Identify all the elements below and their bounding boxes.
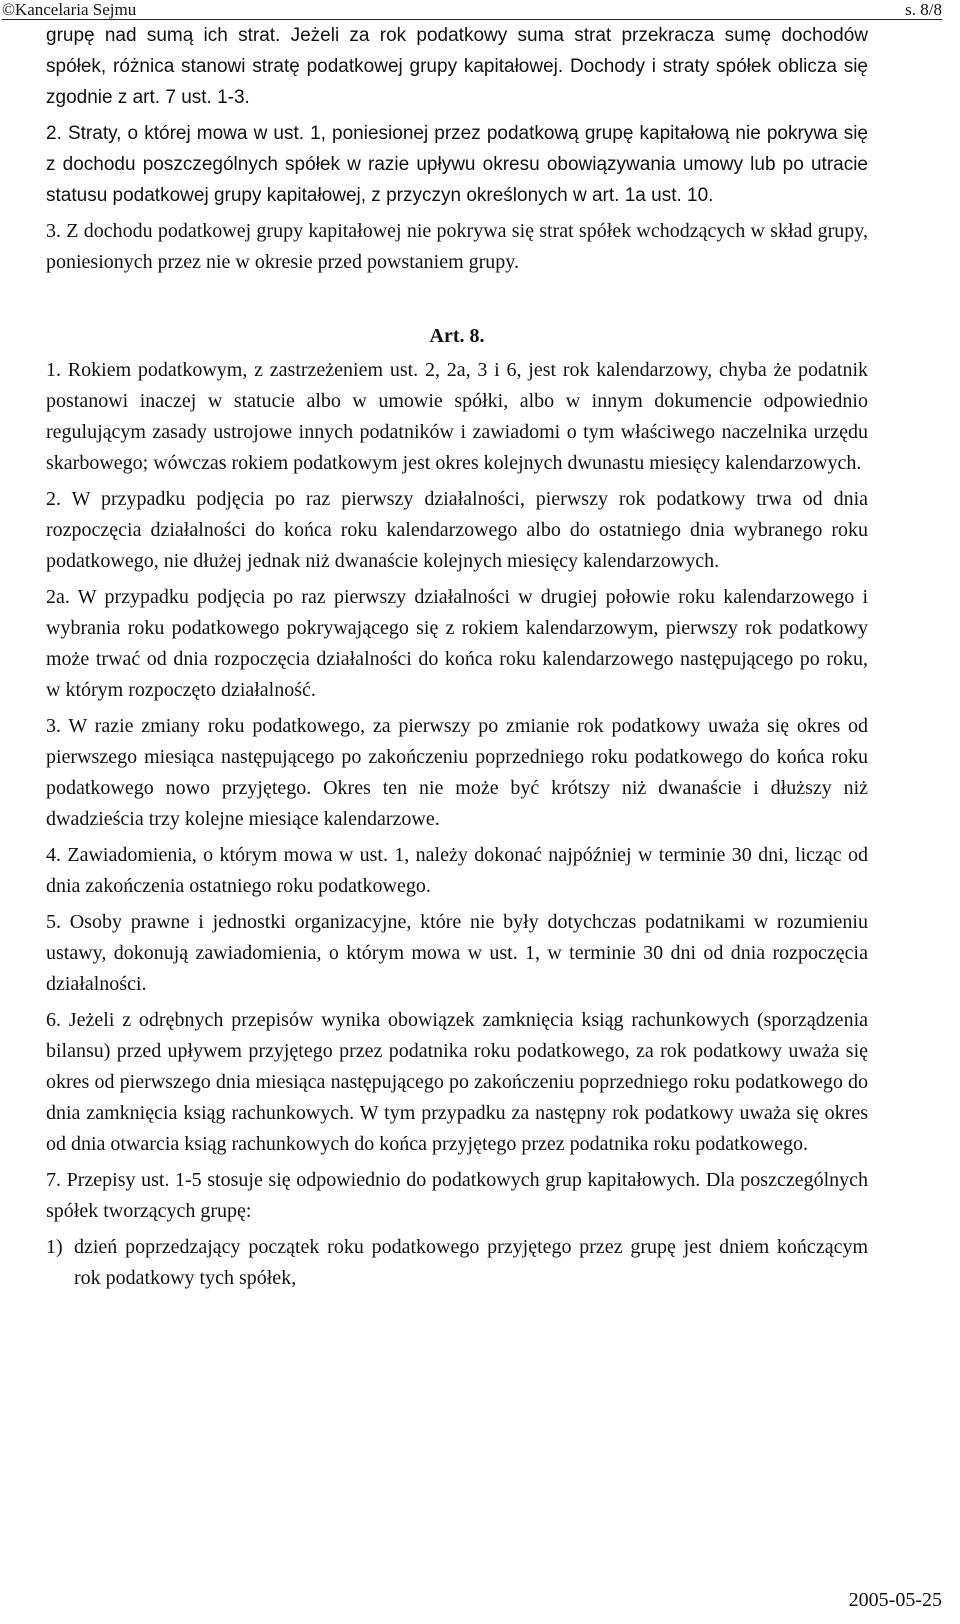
paragraph-number: 1. bbox=[46, 359, 61, 381]
paragraph-number: 2. bbox=[46, 488, 61, 510]
page-number: s. 8/8 bbox=[905, 0, 942, 19]
paragraph-text: W razie zmiany roku podatkowego, za pierwszy po zmianie rok podatkowy uważa się okres od pierwszego miesiąca następującego po zakończeniu poprzedniego roku podatkowego do końca roku podatkowego nowo przyjętego. Okres ten nie może być krótszy niż dwanaście i dłuższy niż dwadzieścia trzy kolejne miesiące kalendarzowe. bbox=[46, 715, 869, 830]
paragraph-text: Osoby prawne i jednostki organizacyjne, które nie były dotychczas podatnikami w rozumieniu ustawy, dokonują zawiadomienia, o którym mowa w ust. 1, w terminie 30 dni od dnia rozpoczęcia działalności. bbox=[46, 911, 868, 995]
paragraph-number: 6. bbox=[46, 1009, 61, 1031]
article-paragraph bbox=[46, 907, 868, 1000]
paragraph-number: 5. bbox=[46, 911, 61, 933]
paragraph-number: 7. bbox=[46, 1169, 61, 1191]
subitem-text: dzień poprzedzający początek roku podatkowego przyjętego przez grupę jest dniem kończącym rok podatkowy tych spółek, bbox=[74, 1236, 868, 1289]
article-paragraph bbox=[46, 1165, 868, 1227]
paragraph-number: 3. bbox=[46, 715, 61, 737]
paragraph-number: 2a. bbox=[46, 586, 70, 608]
article-paragraph bbox=[46, 484, 868, 577]
copyright-label: ©Kancelaria Sejmu bbox=[2, 0, 137, 19]
article-paragraph bbox=[46, 1005, 868, 1160]
article-title: Art. 8. bbox=[429, 325, 485, 347]
document-date: 2005-05-25 bbox=[848, 1589, 942, 1611]
intro-paragraph-2-text: Straty, o której mowa w ust. 1, poniesionej przez podatkową grupę kapitałową nie pokrywa się z dochodu poszczególnych spółek w razie upływu okresu obowiązywania umowy lub po utracie statusu podatkowej grupy kapitałowej, z przyczyn określonych w art. 1a ust. 10. bbox=[46, 123, 869, 206]
article-paragraph bbox=[46, 582, 868, 706]
intro-paragraph-2-number: 2. bbox=[46, 123, 62, 144]
intro-paragraph-3-text: Z dochodu podatkowej grupy kapitałowej nie pokrywa się strat spółek wchodzących w skład grupy, poniesionych przez nie w okresie przed powstaniem grupy. bbox=[46, 220, 868, 273]
paragraph-text: Zawiadomienia, o którym mowa w ust. 1, należy dokonać najpóźniej w terminie 30 dni, licząc od dnia zakończenia ostatniego roku podatkowego. bbox=[46, 844, 868, 897]
page-header bbox=[0, 0, 960, 22]
paragraph-text: Rokiem podatkowym, z zastrzeżeniem ust. 2, 2a, 3 i 6, jest rok kalendarzowy, chyba że podatnik postanowi inaczej w statucie albo w umowie spółki, albo w innym dokumencie odpowiednio regulującym zasady ustrojowe innych podatników i zawiadomi o tym właściwego naczelnika urzędu skarbowego; wówczas rokiem podatkowym jest okres kolejnych dwunastu miesięcy kalendarzowych. bbox=[46, 359, 869, 474]
article-subitems bbox=[46, 1232, 868, 1294]
article-subitem bbox=[46, 1232, 868, 1294]
paragraph-text: W przypadku podjęcia po raz pierwszy działalności w drugiej połowie roku kalendarzowego i wybrania roku podatkowego pokrywającego się z rokiem kalendarzowym, pierwszy rok podatkowy może trwać od dnia rozpoczęcia działalności do końca roku kalendarzowego następującego po roku, w którym rozpoczęto działalność. bbox=[46, 586, 869, 701]
paragraph-text: Jeżeli z odrębnych przepisów wynika obowiązek zamknięcia ksiąg rachunkowych (sporządzenia bilansu) przed upływem przyjętego przez podatnika roku podatkowego, za rok podatkowy uważa się okres od pierwszego dnia miesiąca następującego po zakończeniu poprzedniego roku podatkowego do dnia zamknięcia ksiąg rachunkowych. W tym przypadku za następny rok podatkowy uważa się okres od dnia otwarcia ksiąg rachunkowych do końca przyjętego przez podatnika roku podatkowego. bbox=[46, 1009, 868, 1155]
article-paragraph bbox=[46, 355, 868, 479]
subitem-number: 1) bbox=[46, 1236, 63, 1258]
intro-paragraph-3-number: 3. bbox=[46, 220, 61, 242]
document-body bbox=[46, 20, 868, 1299]
article-items bbox=[46, 355, 868, 1227]
article-paragraph bbox=[46, 711, 868, 835]
paragraph-text: Przepisy ust. 1-5 stosuje się odpowiednio do podatkowych grup kapitałowych. Dla poszczególnych spółek tworzących grupę: bbox=[46, 1169, 869, 1222]
intro-paragraph-3 bbox=[46, 216, 868, 278]
intro-paragraph-1: grupę nad sumą ich strat. Jeżeli za rok podatkowy suma strat przekracza sumę dochodów spółek, różnica stanowi stratę podatkowej grupy kapitałowej. Dochody i straty spółek oblicza się zgodnie z art. 7 ust. 1-3. bbox=[46, 25, 868, 108]
paragraph-text: W przypadku podjęcia po raz pierwszy działalności, pierwszy rok podatkowy trwa od dnia rozpoczęcia działalności do końca roku kalendarzowego albo do ostatniego dnia wybranego roku podatkowego, nie dłużej jednak niż dwanaście kolejnych miesięcy kalendarzowych. bbox=[46, 488, 869, 572]
article-paragraph bbox=[46, 840, 868, 902]
intro-paragraph-2 bbox=[46, 118, 868, 211]
paragraph-number: 4. bbox=[46, 844, 61, 866]
